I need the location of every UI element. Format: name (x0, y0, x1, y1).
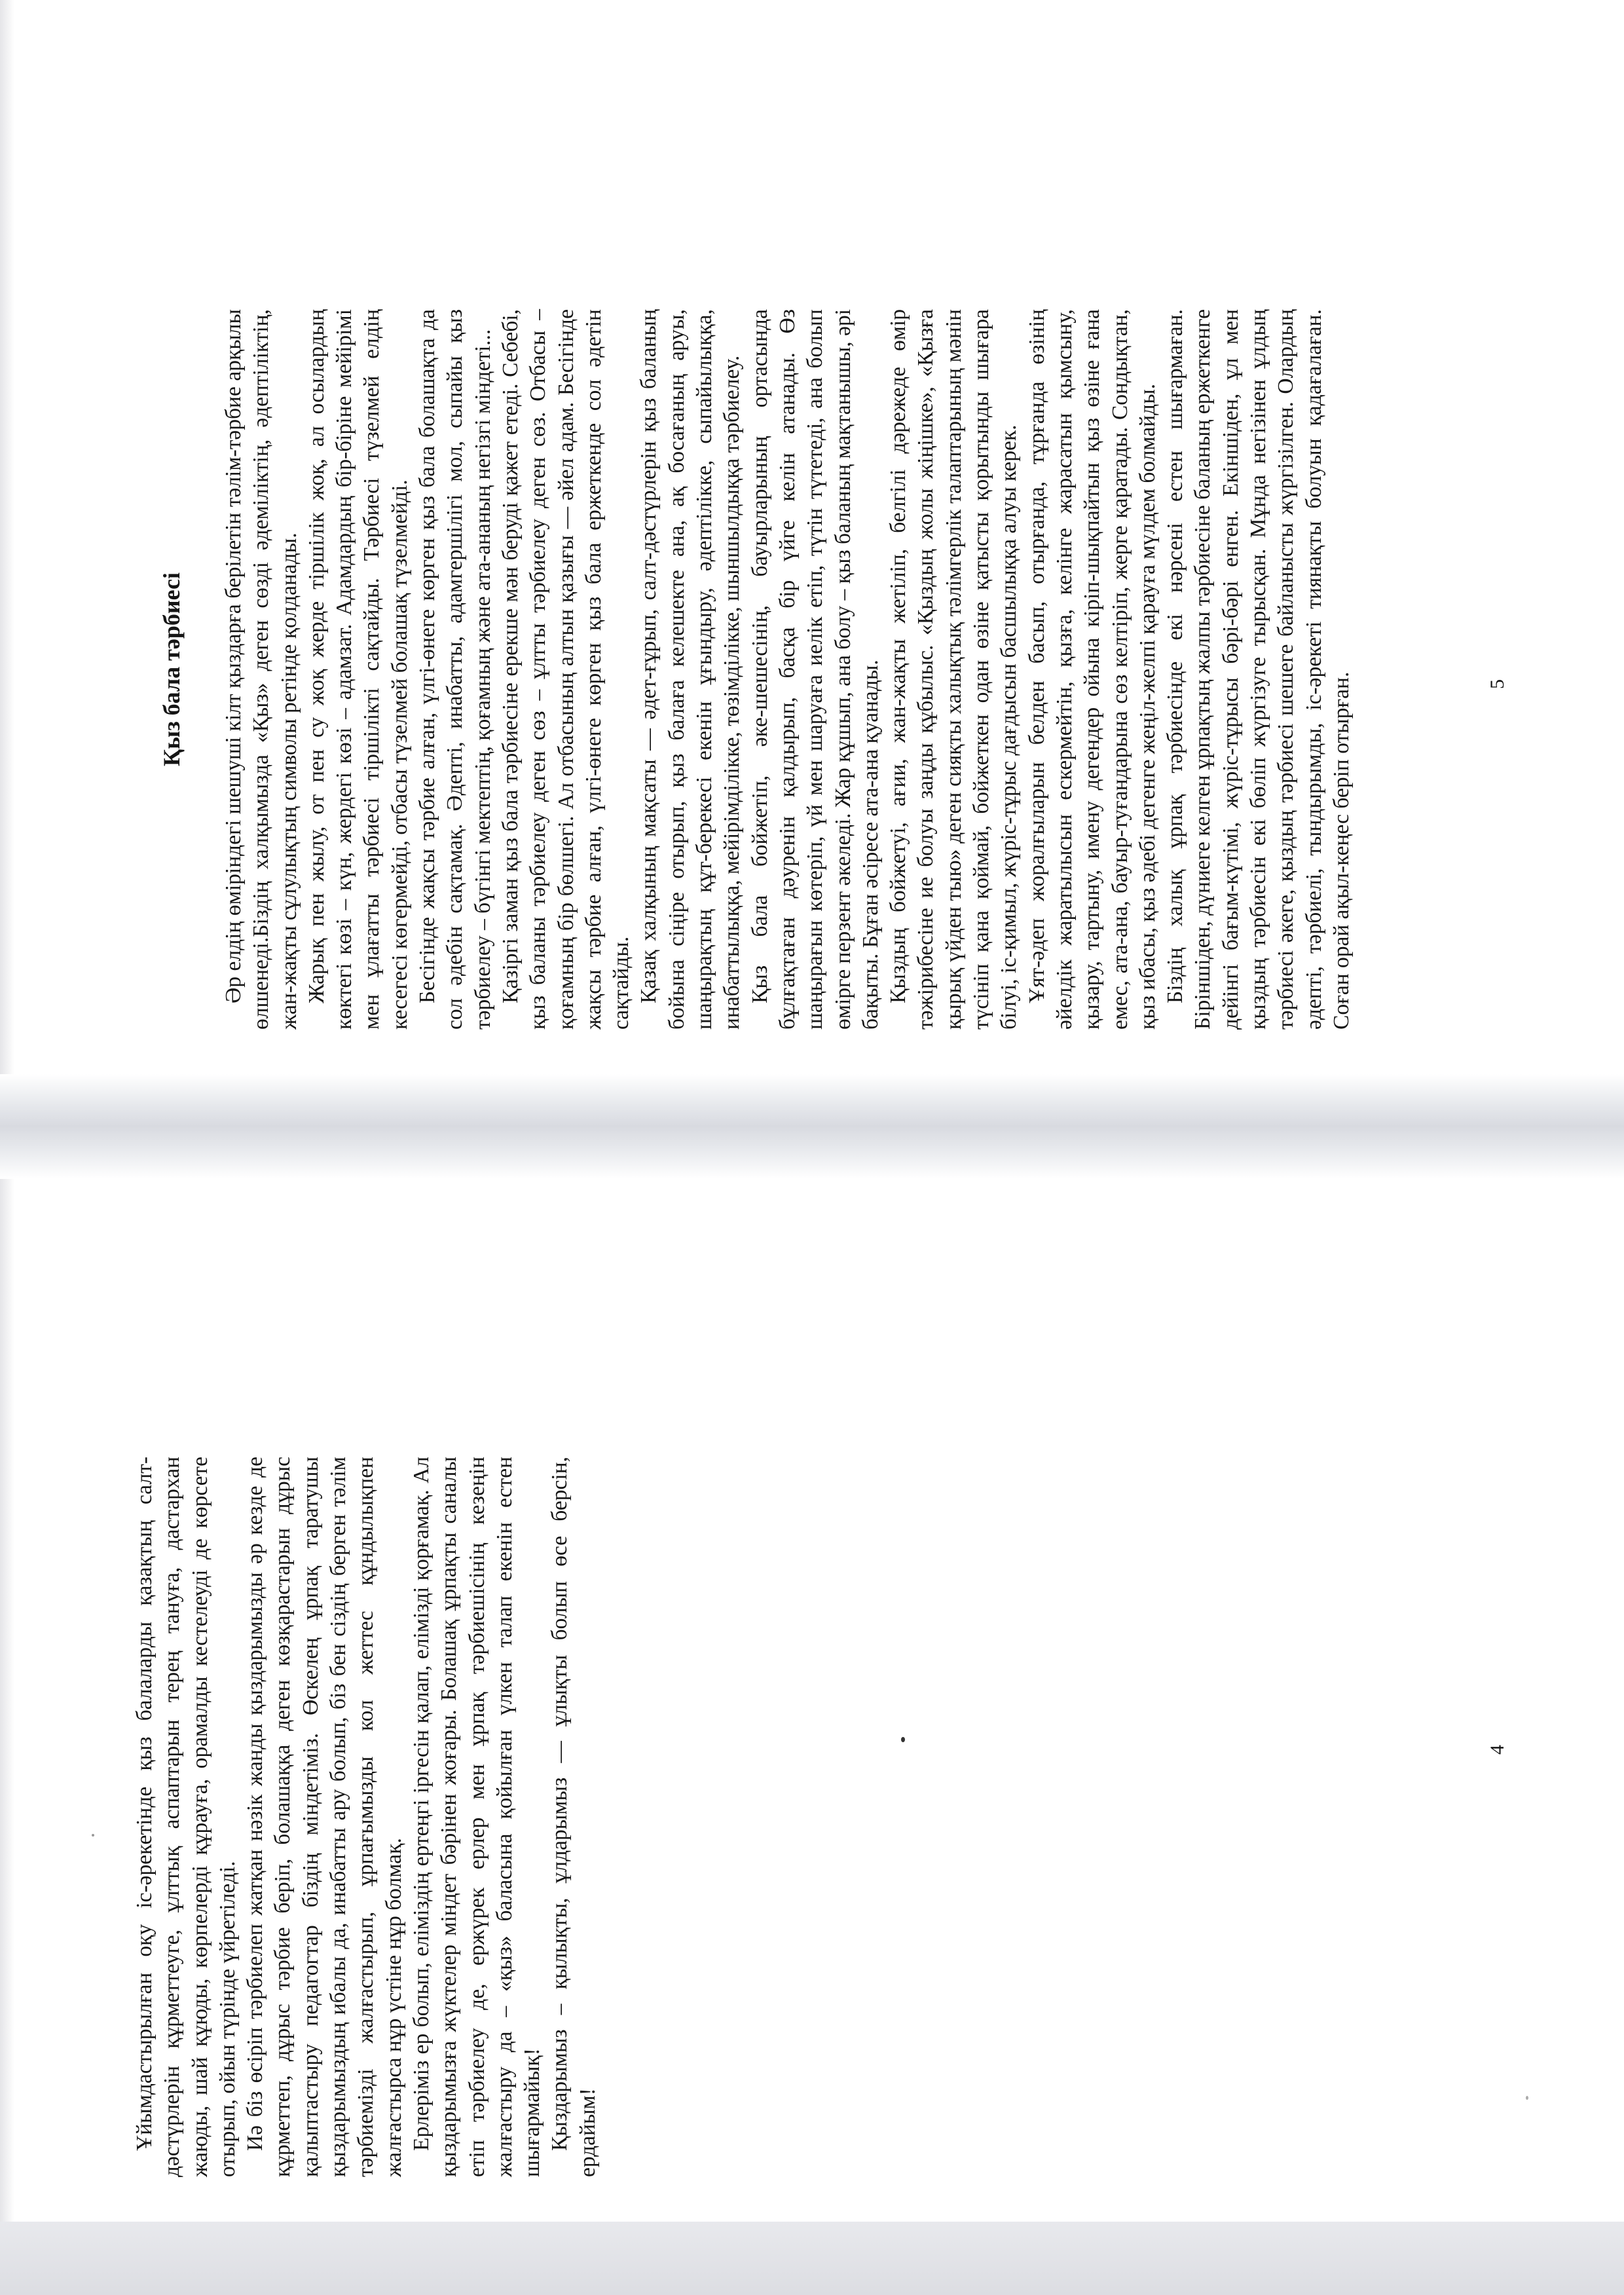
paragraph: Ұят-әдеп жоралғыларын белден басып, отырғанда, тұрғанда өзінің әйелдік жаратылысын ескермейтін, қызға, келінге жарасатын қымсыну, қызару, тартыну, имену дегендер ойына кіріп-шықпайтын қыз өзіне ғана емес, ата-ана, бауыр-туғандарына сөз келтіріп, жерге қаратады. Сондықтан, қыз ибасы, қыз әдебі дегенге жеңіл-желпі қарауға мүлдем болмайды. (1024, 309, 1160, 1030)
scan-speck (901, 1737, 905, 1742)
paragraph: Бесігінде жақсы тәрбие алған, үлгі-өнеге көрген қыз бала болашақта да сол әдебін сақтамақ. Әдепті, инабатты, адамгершілігі мол, сыпайы қыз тәрбиелеу – бүгінгі мектептің, қоғамның және ата-ананың негізгі міндеті... (415, 309, 495, 1030)
paragraph: Қыздың бойжетуі, ағии, жан-жақты жетіліп, белгілі дәрежеде өмір тәжірибесіне ие болуы заңды құбылыс. «Қыздың жолы жіңішке», «Қызға қырық үйден тыю» деген сияқты халықтық тәлімгерлік талаптарының мәнін түсініп қана қоймай, бойжеткен одан өзіне қатысты қорытынды шығара білуі, іс-қимыл, жүріс-тұрыс дағдысын басшылыққа алуы керек. (886, 309, 1022, 1030)
page-number: 4 (1486, 1745, 1508, 1755)
left-page-text (131, 1457, 602, 2177)
left-page (0, 1148, 1624, 2295)
paragraph: Әр елдің өміріндегі шешуші кілт қыздарға берілетін тәлім-тәрбие арқылы өлшенеді.Біздің халқымызда «Қыз» деген сөзді әдеміліктің, әдептіліктің, жан-жақты сұлулықтың символы ретінде қолданады. (221, 309, 301, 1030)
page-number: 5 (1486, 679, 1508, 689)
page-title: Қыз бала тәрбиесі (158, 572, 185, 767)
paragraph: Жарық пен жылу, от пен су жоқ жерде тіршілік жоқ, ал осылардың көктегі көзі – күн, жердегі көзі – адамзат. Адамдардың бір-біріне мейірімі мен ұлағатты тәрбиесі тіршілікті сақтайды. Тәрбиесі түзелмей елдің кесегесі көгермейді, отбасы түзелмей болашақ түзелмейді. (304, 309, 412, 1030)
paragraph: Қыздарымыз – қылықты, ұлдарымыз — ұлықты болып өсе берсін, ердайым! (547, 1457, 600, 2177)
paragraph: Қыз бала бойжетіп, әке-шешесінің, бауырларының ортасында бұлғақтаған дәуренін қалдырып, басқа бір үйге келін атанады. Өз шаңырағын көтеріп, үй мен шаруаға иелік етіп, түтін түтетеді, ана болып өмірге перзент әкеледі. Жар құшып, ана болу – қыз баланың мақтанышы, әрі бақыты. Бұған әсіресе ата-ана қуанады. (747, 309, 883, 1030)
paragraph: Біздің халық ұрпақ тәрбиесінде екі нәрсені естен шығармаған. Біріншіден, дүниеге келген ұрпақтың жалпы тәрбиесіне баланың ержеткенге дейінгі бағым-күтімі, жүріс-тұрысы бәрі-бәрі енген. Екіншіден, ұл мен қыздың тәрбиесін екі бөліп жүргізуге тырысқан. Мұнда негізінен ұлдың тәрбиесі әкеге, қыздың тәрбиесі шешеге байланысты жүргізілген. Олардың әдепті, тәрбиелі, тындырымды, іс-әрекеті тиянақты болуын қадағалаған. Соған орай ақыл-кеңес беріп отырған. (1163, 309, 1354, 1030)
paragraph: Иә біз өсіріп тәрбиелеп жатқан нәзік жанды қыздарымызды әр кезде де құрметтеп, дұрыс тәрбие беріп, болашаққа деген көзқарастарын дұрыс қалыптастыру педагогтар біздің міндетіміз. Өскелең ұрпақ таратушы қыздарымыздың ибалы да, инабатты ару болып, біз бен сіздің берген тәлім тәрбиемізді жалғастырып, ұрпағымызды кол жеттес құндылықпен жалғастырса нұр үстіне нұр болмақ. (243, 1457, 406, 2177)
paragraph: Ұйымдастырылған оқу іс-әрекетінде қыз балаларды қазақтың салт-дәстүрлерін құрметтеуге, ұлттық аспаптарын терең тануға, дастархан жаюды, шай құюды, көрпелерді құрауға, орамалды кестелеуді де көрсете отырып, ойын түрінде үйретіледі. (132, 1457, 240, 2177)
right-page-text (157, 309, 1356, 1030)
scan-speck (1526, 2096, 1528, 2100)
scan-speck (92, 1834, 94, 1837)
paragraph: Қазақ халқының мақсаты — әдет-ғұрып, салт-дәстүрлерін қыз баланың бойына сіңіре отырып, қыз балаға келешекте ана, ақ босағаның аруы, шаңырақтың құт-берекесі екенін ұғындыру, әдептілікке, сыпайылыққа, инабаттылыққа, мейірімділікке, төзімділікке, шыншылдыққа тәрбиелеу. (637, 309, 745, 1030)
paragraph: Ерлеріміз ер болып, еліміздің ертеңгі іргесін қалап, елімізді қорғамақ. Ал қыздарымызға жүктелер міндет бәрінен жоғары. Болашақ ұрпақты саналы етіп тәрбиелеу де, ержүрек ерлер мен ұрпақ тәрбиешісінің кезеңін жалғастыру да – «қыз» баласына қойылған үлкен талап екенін естен шығармайық! (409, 1457, 545, 2177)
paragraph: Қазіргі заман қыз бала тәрбиесіне ерекше мән беруді қажет етеді. Себебі, қыз баланы тәрбиелеу деген сөз – ұлтты тәрбиелеу деген сөз. Отбасы – қоғамның бір бөлшегі. Ал отбасының алтын қазығы — әйел адам. Бесігінде жақсы тәрбие алған, үлгі-өнеге көрген қыз бала ержеткенде сол әдетін сақтайды. (498, 309, 634, 1030)
